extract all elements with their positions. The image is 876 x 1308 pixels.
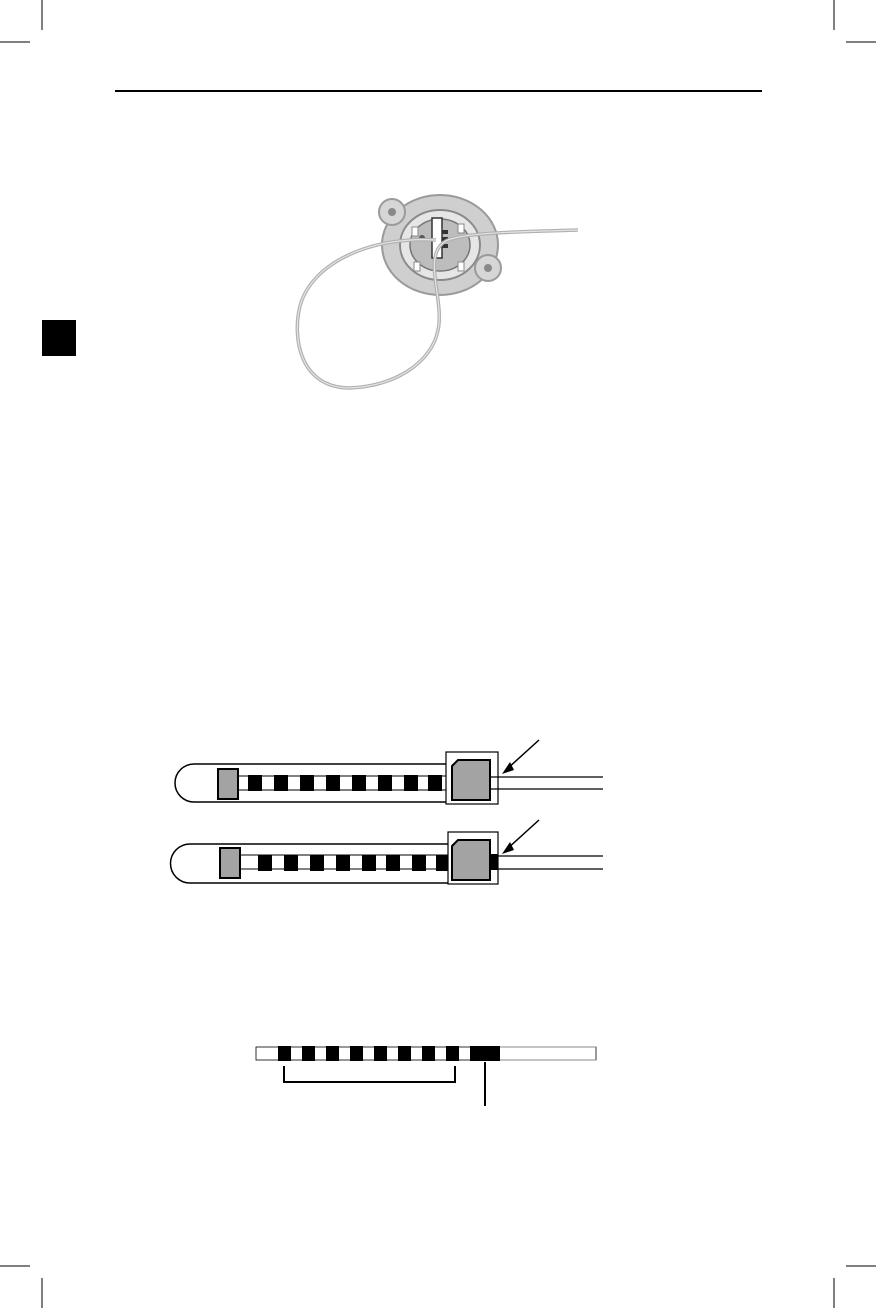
electrode-scale-icon xyxy=(256,1046,596,1106)
